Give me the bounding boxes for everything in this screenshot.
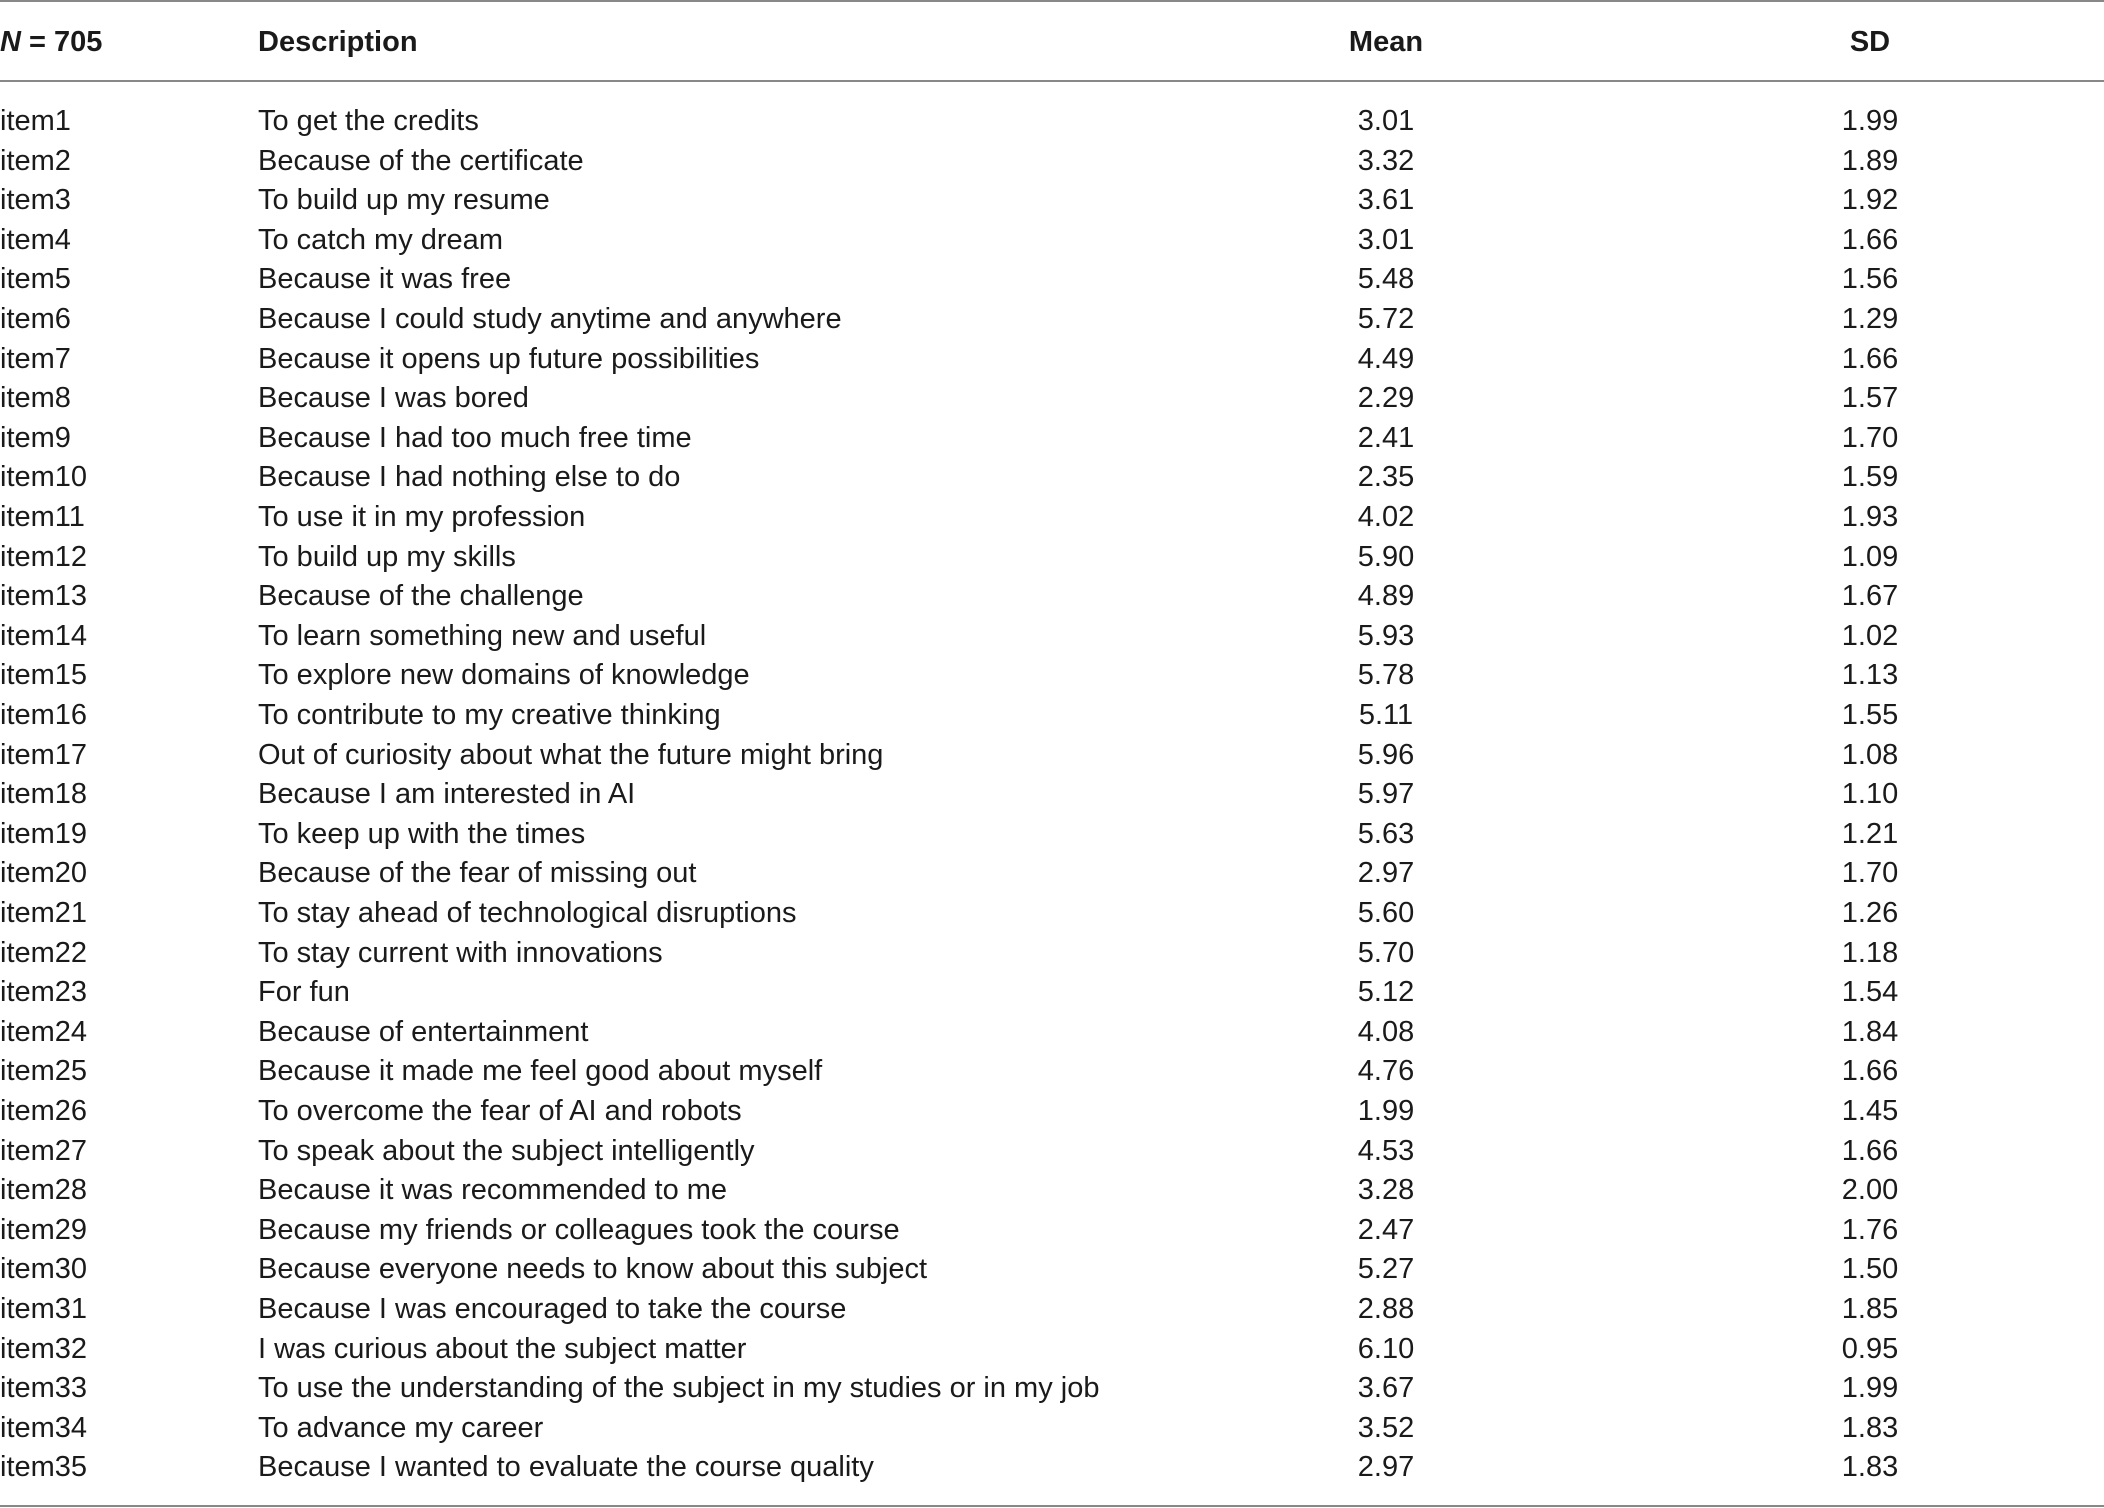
row-item-id: item18	[0, 778, 88, 811]
row-sd: 1.56	[1841, 263, 1899, 296]
row-sd: 1.50	[1841, 1253, 1899, 1286]
row-mean: 2.35	[1357, 461, 1415, 494]
table-row	[0, 418, 2104, 458]
row-sd: 1.83	[1841, 1451, 1899, 1484]
row-sd: 1.70	[1841, 857, 1899, 890]
row-description: To stay current with innovations	[258, 936, 663, 969]
row-mean: 5.96	[1357, 738, 1415, 771]
row-description: To stay ahead of technological disruptions	[258, 897, 797, 929]
row-item-id: item10	[0, 461, 88, 494]
row-item-id: item35	[0, 1451, 88, 1484]
table-row	[0, 576, 2104, 616]
header-mean: Mean	[1348, 26, 1424, 58]
row-description: To explore new domains of knowledge	[258, 659, 750, 692]
row-mean: 3.28	[1357, 1174, 1415, 1207]
row-item-id: item17	[0, 738, 88, 771]
row-item-id: item19	[0, 817, 88, 850]
row-item-id: item29	[0, 1213, 88, 1246]
row-mean: 5.78	[1357, 659, 1415, 692]
table-row	[0, 893, 2104, 933]
row-description: Because of entertainment	[258, 1015, 589, 1048]
row-mean: 4.76	[1357, 1055, 1415, 1088]
table-row	[0, 1329, 2104, 1369]
row-description: Because I had nothing else to do	[258, 461, 681, 494]
row-description: To speak about the subject intelligently	[258, 1134, 755, 1167]
row-mean: 2.41	[1357, 421, 1415, 454]
row-item-id: item6	[0, 303, 71, 335]
table-row	[0, 220, 2104, 260]
table-row	[0, 972, 2104, 1012]
row-sd: 1.83	[1841, 1411, 1899, 1444]
row-mean: 2.97	[1357, 1451, 1415, 1484]
table-row	[0, 933, 2104, 973]
row-item-id: item34	[0, 1411, 88, 1444]
row-sd: 1.21	[1841, 817, 1899, 850]
row-mean: 5.27	[1357, 1253, 1415, 1286]
row-item-id: item15	[0, 659, 88, 692]
table-row	[0, 695, 2104, 735]
table-row	[0, 616, 2104, 656]
row-mean: 4.89	[1357, 580, 1415, 613]
row-item-id: item28	[0, 1174, 88, 1207]
row-item-id: item33	[0, 1372, 88, 1405]
row-mean: 4.53	[1357, 1134, 1415, 1167]
row-item-id: item4	[0, 223, 71, 256]
row-description: Because I had too much free time	[258, 421, 692, 454]
row-sd: 1.08	[1841, 738, 1899, 771]
header-n-symbol: N	[0, 26, 21, 58]
row-item-id: item11	[0, 501, 85, 533]
row-sd: 1.84	[1841, 1015, 1899, 1048]
table-row	[0, 537, 2104, 577]
row-sd: 1.76	[1841, 1213, 1899, 1246]
row-sd: 1.57	[1841, 382, 1899, 415]
row-mean: 3.61	[1357, 184, 1415, 217]
row-description: Because it opens up future possibilities	[258, 342, 760, 375]
row-mean: 5.11	[1358, 699, 1414, 731]
row-sd: 1.02	[1841, 619, 1899, 652]
row-description: Out of curiosity about what the future might bring	[258, 738, 884, 771]
row-sd: 1.18	[1841, 936, 1899, 969]
row-item-id: item9	[0, 421, 71, 454]
table-row	[0, 1210, 2104, 1250]
row-item-id: item23	[0, 976, 88, 1009]
row-mean: 5.12	[1357, 976, 1415, 1009]
row-description: Because everyone needs to know about this subject	[258, 1253, 928, 1286]
row-sd: 1.66	[1841, 1134, 1899, 1167]
row-mean: 2.88	[1357, 1293, 1415, 1325]
row-mean: 5.60	[1357, 897, 1415, 929]
row-sd: 1.66	[1841, 1055, 1899, 1088]
row-sd: 2.00	[1841, 1174, 1899, 1207]
row-item-id: item12	[0, 540, 88, 573]
table-bottom-rule	[0, 1505, 2104, 1507]
row-description: To catch my dream	[258, 223, 503, 256]
row-sd: 1.67	[1841, 580, 1899, 613]
row-description: For fun	[258, 976, 350, 1009]
row-sd: 1.93	[1841, 501, 1899, 533]
row-sd: 1.55	[1841, 699, 1899, 731]
row-description: I was curious about the subject matter	[258, 1332, 747, 1365]
row-item-id: item25	[0, 1055, 88, 1088]
table-row	[0, 1170, 2104, 1210]
table-row	[0, 378, 2104, 418]
table-row	[0, 1091, 2104, 1131]
row-mean: 5.72	[1357, 303, 1415, 335]
row-description: To advance my career	[258, 1411, 544, 1444]
row-sd: 1.99	[1841, 105, 1899, 137]
row-description: Because I was bored	[258, 382, 529, 415]
row-mean: 1.99	[1357, 1095, 1415, 1127]
row-sd: 1.10	[1841, 778, 1899, 811]
row-mean: 5.97	[1357, 778, 1415, 811]
row-description: Because of the fear of missing out	[258, 857, 697, 890]
row-description: Because my friends or colleagues took the course	[258, 1213, 900, 1246]
row-mean: 5.63	[1357, 817, 1415, 850]
row-description: To learn something new and useful	[258, 619, 707, 652]
row-sd: 0.95	[1841, 1332, 1899, 1365]
table-row	[0, 457, 2104, 497]
row-sd: 1.09	[1841, 540, 1899, 573]
row-item-id: item13	[0, 580, 88, 613]
table-row	[0, 655, 2104, 695]
row-description: Because I am interested in AI	[258, 778, 636, 811]
row-description: Because of the challenge	[258, 580, 584, 613]
table-row	[0, 774, 2104, 814]
row-mean: 5.70	[1357, 936, 1415, 969]
row-sd: 1.89	[1841, 144, 1899, 177]
row-mean: 2.97	[1357, 857, 1415, 890]
row-description: To use the understanding of the subject in my studies or in my job	[258, 1372, 1100, 1405]
table-row	[0, 141, 2104, 181]
row-mean: 5.93	[1357, 619, 1415, 652]
table-row	[0, 1012, 2104, 1052]
row-item-id: item26	[0, 1095, 88, 1127]
row-mean: 3.01	[1357, 223, 1415, 256]
row-sd: 1.85	[1841, 1293, 1899, 1325]
row-item-id: item7	[0, 342, 71, 375]
row-item-id: item5	[0, 263, 71, 296]
table-row	[0, 1289, 2104, 1329]
table-row	[0, 101, 2104, 141]
row-mean: 2.29	[1357, 382, 1415, 415]
table-row	[0, 1368, 2104, 1408]
row-mean: 3.52	[1357, 1411, 1415, 1444]
row-description: Because it was free	[258, 263, 512, 296]
table-row	[0, 814, 2104, 854]
table-row	[0, 853, 2104, 893]
row-description: To build up my resume	[258, 184, 550, 217]
row-item-id: item22	[0, 936, 88, 969]
row-description: To get the credits	[258, 105, 479, 137]
row-sd: 1.59	[1841, 461, 1899, 494]
table-row	[0, 735, 2104, 775]
header-description: Description	[258, 26, 418, 58]
row-description: Because it made me feel good about myself	[258, 1055, 823, 1088]
row-description: Because I could study anytime and anywhere	[258, 303, 842, 335]
table-row	[0, 1131, 2104, 1171]
row-mean: 5.48	[1357, 263, 1415, 296]
row-item-id: item20	[0, 857, 88, 890]
row-item-id: item30	[0, 1253, 88, 1286]
row-sd: 1.13	[1841, 659, 1899, 692]
table-row	[0, 1249, 2104, 1289]
table-row	[0, 339, 2104, 379]
row-description: To keep up with the times	[258, 817, 586, 850]
row-sd: 1.45	[1841, 1095, 1899, 1127]
table-row	[0, 1447, 2104, 1487]
header-sd: SD	[1849, 26, 1891, 58]
row-mean: 2.47	[1357, 1213, 1415, 1246]
table-row	[0, 299, 2104, 339]
row-description: To contribute to my creative thinking	[258, 699, 721, 731]
row-item-id: item1	[0, 105, 71, 137]
row-item-id: item3	[0, 184, 71, 217]
row-item-id: item16	[0, 699, 88, 731]
row-description: To build up my skills	[258, 540, 516, 573]
table-row	[0, 180, 2104, 220]
row-item-id: item2	[0, 144, 71, 177]
row-sd: 1.92	[1841, 184, 1899, 217]
row-mean: 4.08	[1357, 1015, 1415, 1048]
row-description: Because of the certificate	[258, 144, 584, 177]
row-item-id: item32	[0, 1332, 88, 1365]
row-sd: 1.29	[1841, 303, 1899, 335]
row-item-id: item8	[0, 382, 71, 415]
row-description: Because I wanted to evaluate the course quality	[258, 1451, 874, 1484]
row-sd: 1.66	[1841, 342, 1899, 375]
header-n-value: = 705	[20, 26, 103, 58]
row-item-id: item27	[0, 1134, 88, 1167]
row-sd: 1.99	[1841, 1372, 1899, 1405]
row-item-id: item24	[0, 1015, 88, 1048]
row-sd: 1.54	[1841, 976, 1899, 1009]
table-row	[0, 1051, 2104, 1091]
row-mean: 6.10	[1357, 1332, 1415, 1365]
row-item-id: item14	[0, 619, 88, 652]
row-description: To overcome the fear of AI and robots	[258, 1095, 742, 1127]
row-sd: 1.66	[1841, 223, 1899, 256]
row-mean: 5.90	[1357, 540, 1415, 573]
table-row	[0, 1408, 2104, 1448]
row-item-id: item31	[0, 1293, 88, 1325]
row-description: Because I was encouraged to take the course	[258, 1293, 847, 1325]
row-description: Because it was recommended to me	[258, 1174, 728, 1207]
row-description: To use it in my profession	[258, 501, 586, 533]
row-mean: 3.32	[1357, 144, 1415, 177]
row-mean: 4.02	[1357, 501, 1415, 533]
row-sd: 1.26	[1841, 897, 1899, 929]
row-sd: 1.70	[1841, 421, 1899, 454]
table-row	[0, 497, 2104, 537]
row-mean: 3.67	[1357, 1372, 1415, 1405]
table-row	[0, 259, 2104, 299]
row-item-id: item21	[0, 897, 88, 929]
row-mean: 3.01	[1357, 105, 1415, 137]
row-mean: 4.49	[1357, 342, 1415, 375]
